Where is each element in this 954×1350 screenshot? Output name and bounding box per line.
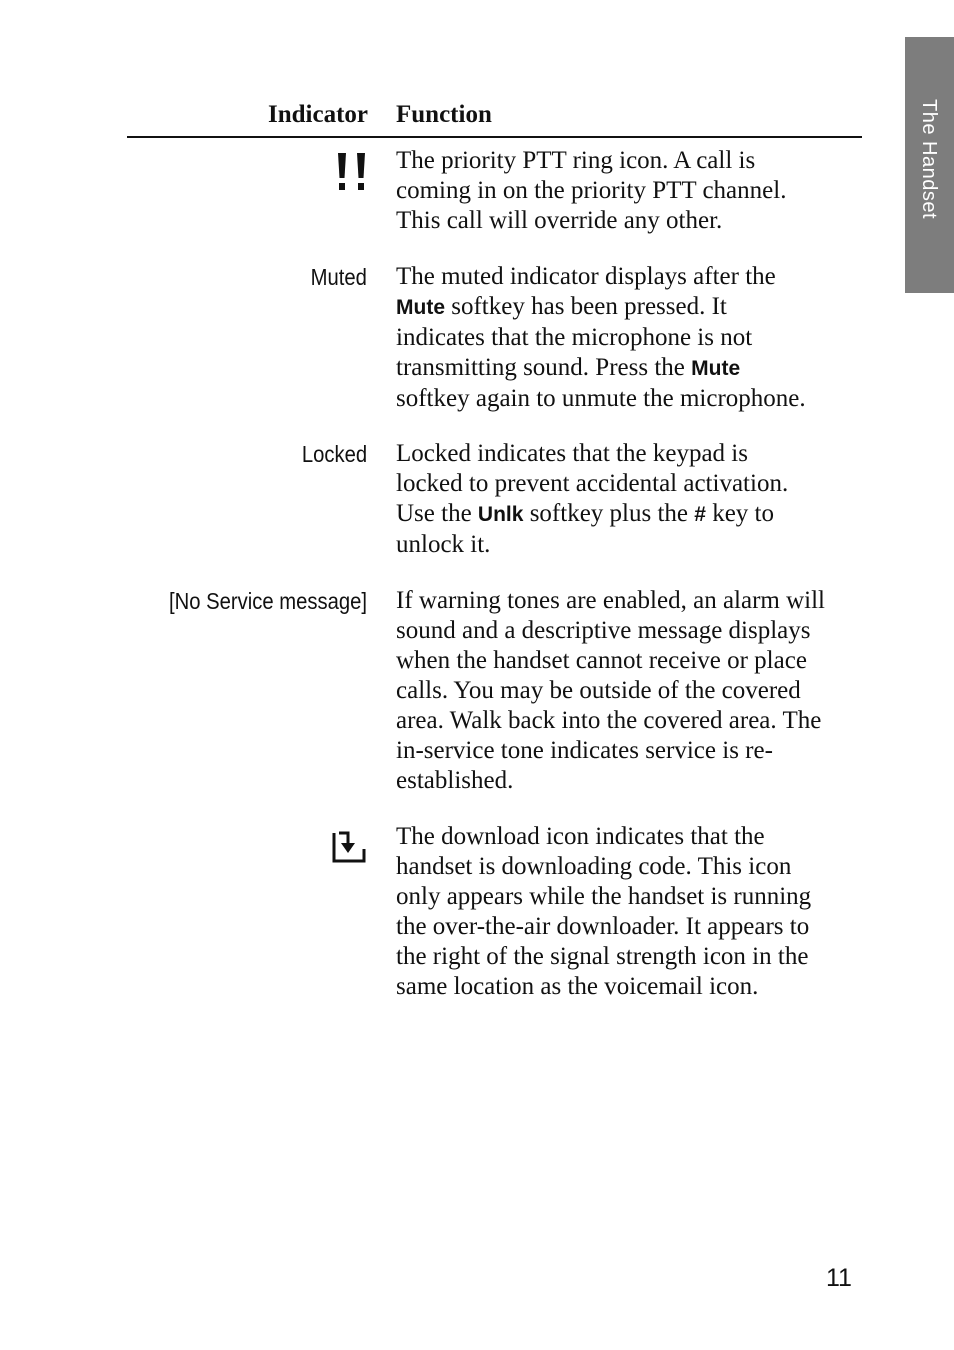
- description-line: This call will override any other.: [396, 207, 723, 234]
- function-description: [396, 146, 866, 236]
- description-line: the over-the-air downloader. It appears to: [396, 913, 810, 940]
- chapter-tab-label: The Handset: [918, 99, 940, 220]
- mute-softkey-name: Mute: [396, 296, 445, 319]
- description-line: coming in on the priority PTT channel.: [396, 177, 787, 204]
- indicator-label: Muted: [310, 264, 367, 290]
- description-line: calls. You may be outside of the covered: [396, 677, 801, 704]
- description-line: area. Walk back into the covered area. The: [396, 707, 822, 734]
- description-line: the right of the signal strength icon in the: [396, 943, 809, 970]
- description-line: same location as the voicemail icon.: [396, 973, 759, 1000]
- description-line: The download icon indicates that the: [396, 823, 765, 850]
- indicator-label: [No Service message]: [169, 588, 367, 614]
- download-icon: [331, 828, 367, 869]
- description-line: [396, 292, 866, 323]
- description-line: [396, 499, 866, 530]
- function-column-heading: Function: [396, 101, 492, 128]
- description-line: softkey again to unmute the microphone.: [396, 385, 806, 412]
- description-line: Locked indicates that the keypad is: [396, 440, 748, 467]
- description-line: unlock it.: [396, 531, 491, 558]
- description-line: [396, 353, 866, 384]
- function-description: [396, 822, 866, 1002]
- description-text: key to: [705, 500, 774, 527]
- chapter-side-tab: [905, 37, 954, 293]
- function-description: [396, 262, 866, 414]
- page-number: 11: [826, 1264, 852, 1292]
- description-line: handset is downloading code. This icon: [396, 853, 792, 880]
- mute-softkey-name: Mute: [691, 357, 741, 380]
- hash-key-name: #: [694, 503, 706, 526]
- priority-ptt-ring-icon: [337, 152, 367, 197]
- description-line: when the handset cannot receive or place: [396, 647, 807, 674]
- table-header: [127, 100, 862, 138]
- description-line: only appears while the handset is running: [396, 883, 812, 910]
- indicator-column-heading: Indicator: [268, 101, 368, 128]
- description-line: The muted indicator displays after the: [396, 263, 776, 290]
- description-line: locked to prevent accidental activation.: [396, 470, 789, 497]
- description-text: softkey has been pressed. It: [445, 293, 727, 320]
- description-text: softkey plus the: [523, 500, 695, 527]
- indicator-label: Locked: [301, 441, 367, 467]
- description-line: in-service tone indicates service is re-: [396, 737, 773, 764]
- description-text: transmitting sound. Press the: [396, 354, 692, 381]
- function-description: [396, 439, 866, 560]
- unlk-softkey-name: Unlk: [477, 503, 524, 526]
- description-line: If warning tones are enabled, an alarm will: [396, 587, 825, 614]
- description-line: indicates that the microphone is not: [396, 324, 753, 351]
- description-text: Use the: [396, 500, 478, 527]
- description-line: sound and a descriptive message displays: [396, 617, 811, 644]
- description-line: established.: [396, 767, 514, 794]
- function-description: [396, 586, 866, 796]
- description-line: The priority PTT ring icon. A call is: [396, 147, 756, 174]
